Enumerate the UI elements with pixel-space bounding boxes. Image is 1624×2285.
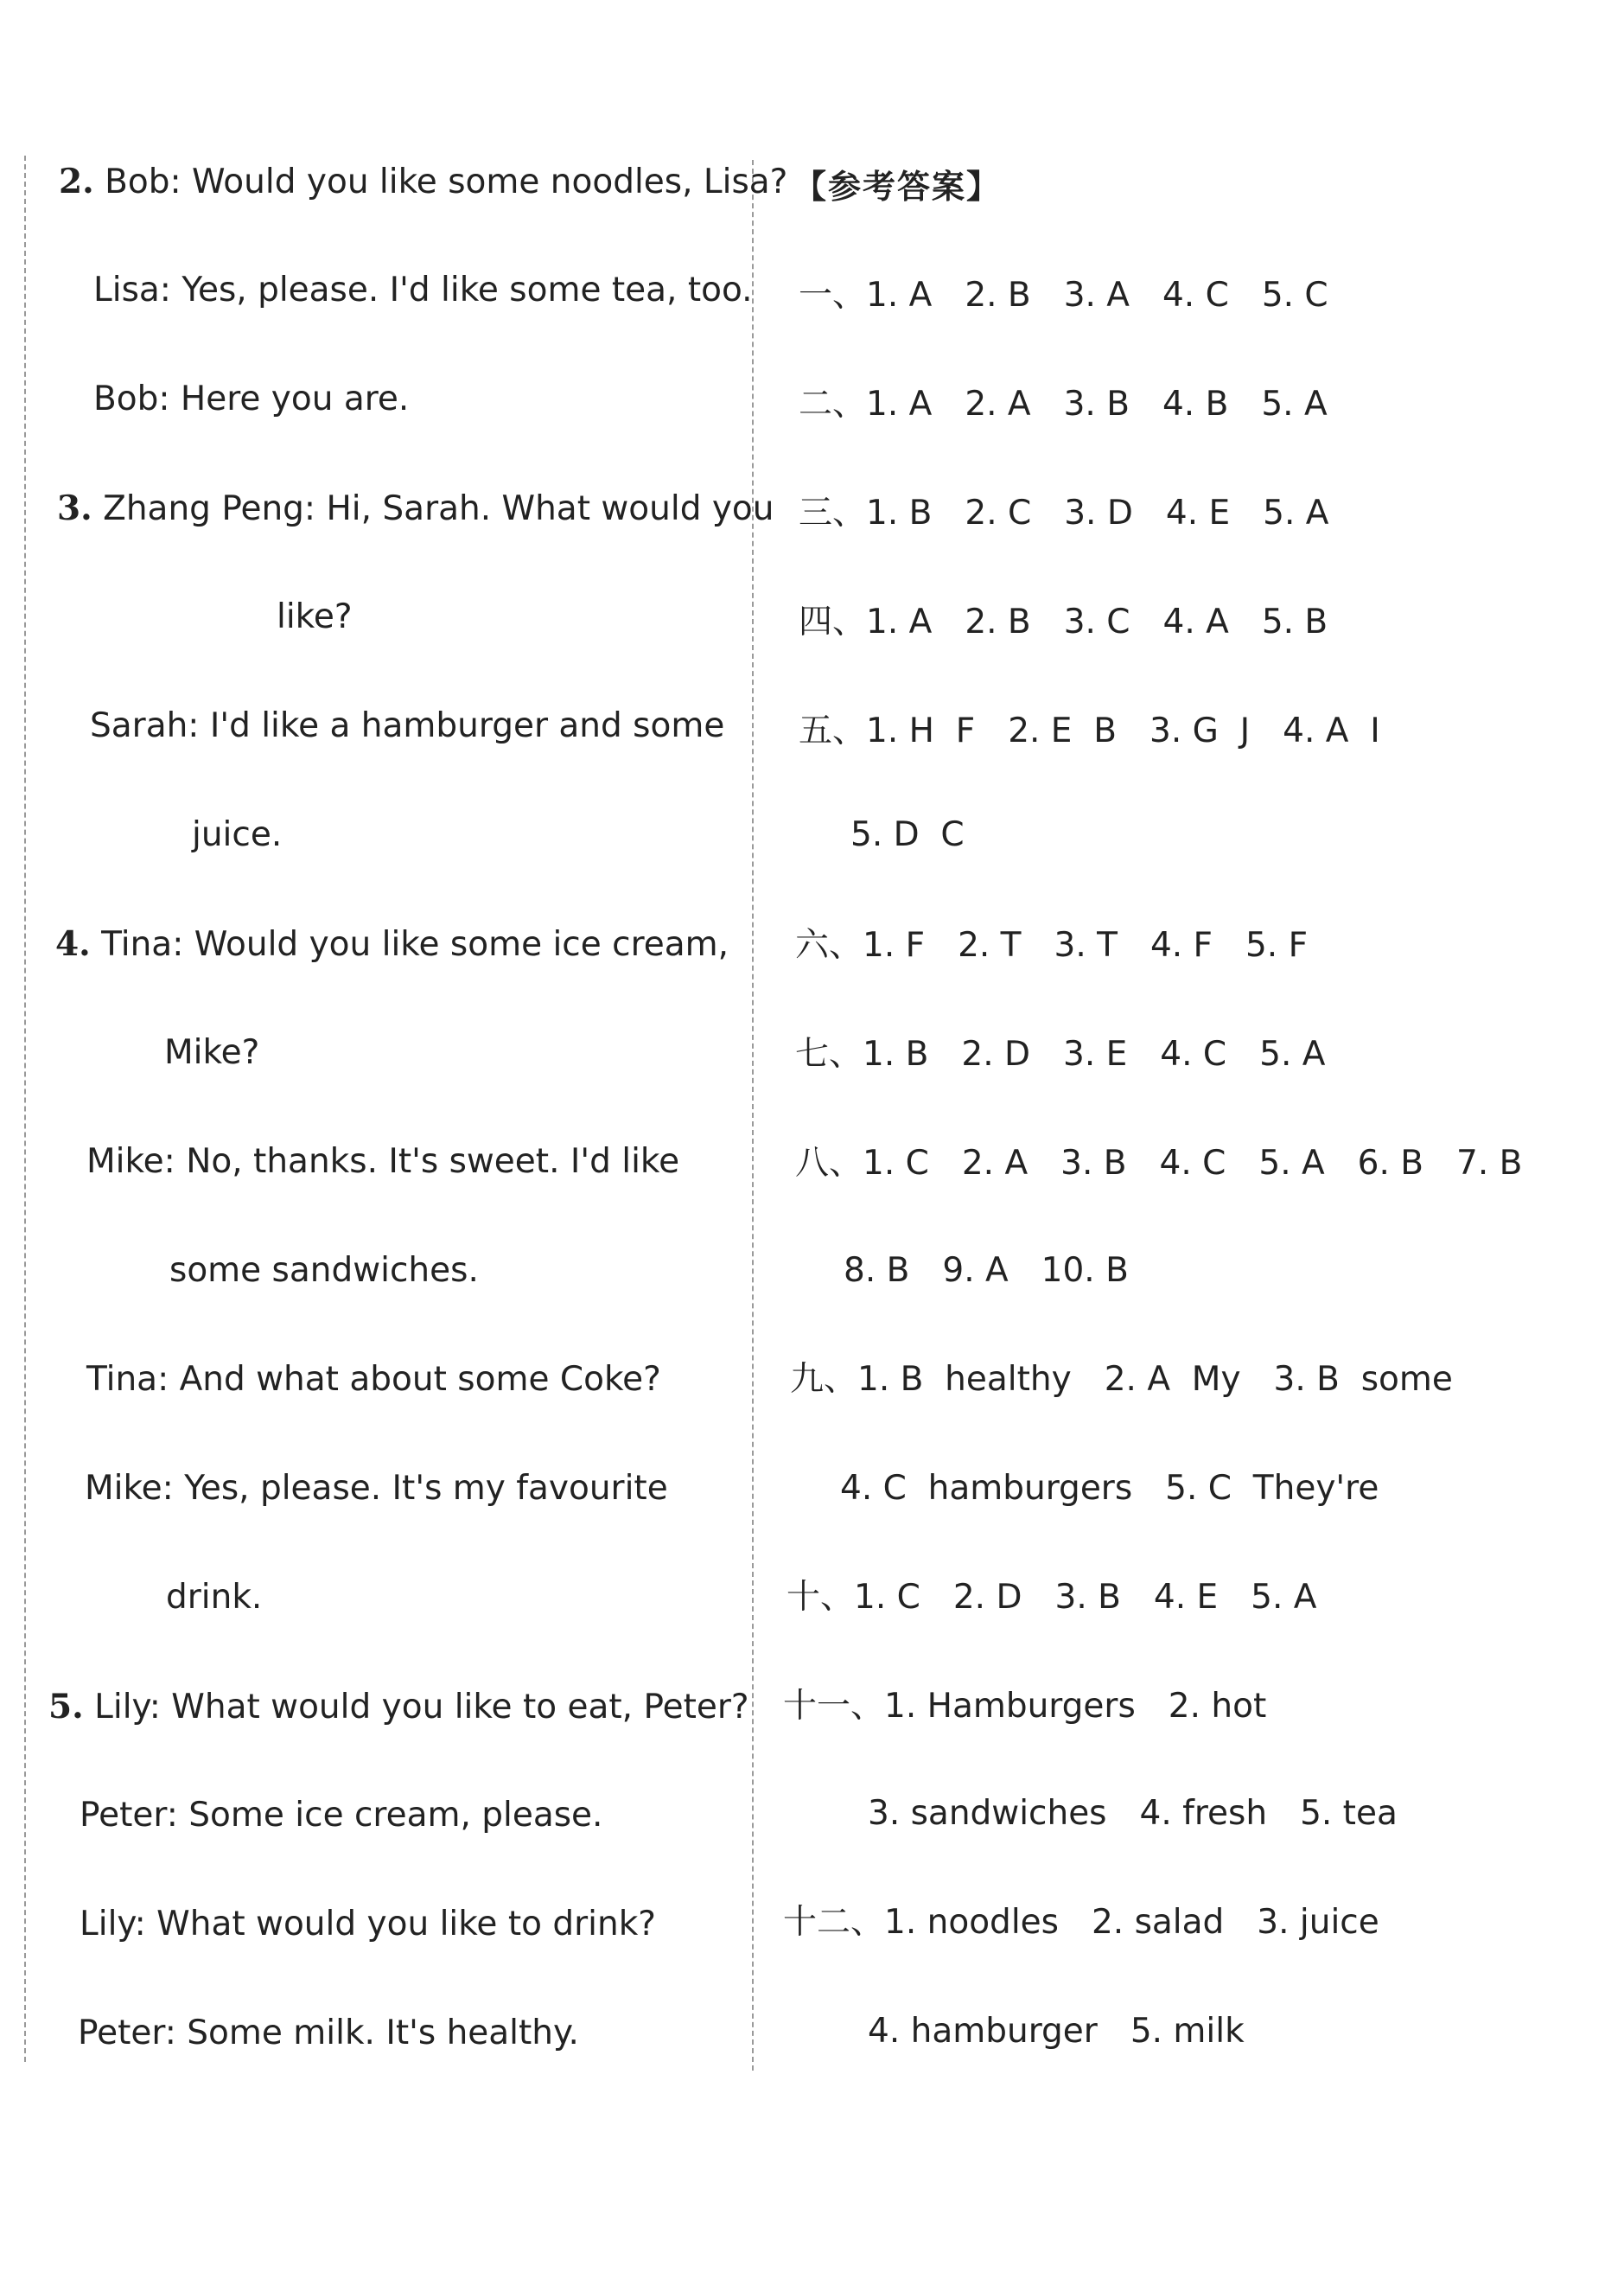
answer-item: 3. sandwiches [868,1794,1107,1833]
answer-section-label: 一、 [799,276,867,315]
answer-item: 1. B [863,1035,929,1074]
dialogue-5-line-1: 5. Lily: What would you like to eat, Peter? [48,1687,749,1727]
answer-row [799,384,1328,425]
answer-item: 2. hot [1168,1687,1267,1726]
answer-key-heading: 【参考答案】 [793,168,1002,206]
dialogue-2-line-2: Lisa: Yes, please. I'd like some tea, too. [93,271,753,310]
answer-item: 2. A [961,1144,1029,1183]
answer-item: 4. C [1160,1035,1227,1074]
dialogue-4-line-2-cont: some sandwiches. [169,1251,479,1290]
answer-item: 1. B healthy [857,1360,1072,1399]
answer-section-label: 六、 [795,926,863,965]
dialogue-3-line-1: 3. Zhang Peng: Hi, Sarah. What would you [57,488,774,528]
answer-row [799,275,1328,316]
answer-row [787,1577,1316,1618]
answer-item: 8. B [844,1251,910,1290]
answer-item: 2. A My [1104,1360,1241,1399]
answer-row-continuation [868,2011,1245,2052]
answer-row-continuation [850,814,965,856]
answer-row [790,1359,1453,1401]
answer-item: 1. Hamburgers [884,1687,1136,1726]
dialogue-3-line-2: Sarah: I'd like a hamburger and some [90,706,725,745]
answer-item: 4. C [1162,276,1229,315]
answer-item: 4. F [1150,926,1213,965]
answer-item: 9. A [942,1251,1009,1290]
dialogue-3-line-2-cont: juice. [192,815,283,854]
answer-section-label: 三、 [799,494,867,533]
answer-item: 3. E [1063,1035,1128,1074]
answer-section-label: 十一、 [783,1687,885,1726]
answer-item: 2. C [965,494,1032,533]
dialogue-4-line-4-cont: drink. [166,1578,263,1617]
answer-item: 2. D [961,1035,1031,1074]
answer-row-continuation [868,1793,1398,1835]
answer-item: 2. D [952,1578,1022,1617]
answer-row [795,1034,1325,1075]
answer-item: 3. T [1054,926,1118,965]
dialogue-4-line-1-cont: Mike? [164,1033,260,1072]
answer-item: 1. A [866,603,933,641]
answer-section-label: 七、 [795,1035,863,1074]
answer-item: 4. A I [1283,712,1380,750]
answer-row [799,711,1380,752]
answer-item: 2. E B [1008,712,1117,750]
answer-item: 5. A [1263,494,1329,533]
dialogue-5-line-4: Peter: Some milk. It's healthy. [78,2014,579,2052]
answer-item: 5. tea [1300,1794,1398,1833]
answer-item: 3. juice [1257,1903,1379,1942]
answer-item: 7. B [1456,1144,1523,1183]
answer-section-label: 十二、 [783,1903,885,1942]
answer-section-label: 五、 [799,712,867,750]
answer-item: 1. A [866,276,933,315]
answer-item: 4. hamburger [868,2012,1098,2051]
answer-item: 2. B [965,603,1031,641]
answer-row [799,493,1328,534]
dialogue-4-line-3: Tina: And what about some Coke? [86,1360,661,1399]
answer-row [795,925,1308,967]
answer-section-label: 八、 [795,1144,863,1183]
answer-row [799,602,1328,643]
answer-item: 5. A [1251,1578,1317,1617]
answer-item: 5. B [1261,603,1328,641]
answer-item: 1. A [866,385,933,424]
answer-item: 4. E [1165,494,1231,533]
dialogue-3-line-1-cont: like? [277,597,353,636]
answer-item: 4. C [1159,1144,1226,1183]
answer-item: 2. salad [1091,1903,1225,1942]
answer-item: 3. B [1060,1144,1127,1183]
answer-section-label: 二、 [799,385,867,424]
answer-item: 1. noodles [884,1903,1059,1942]
dialogue-4-line-1: 4. Tina: Would you like some ice cream, [55,924,729,964]
column-divider-dashed-line [752,160,754,2071]
answer-row [795,1143,1522,1184]
answer-item: 1. B [866,494,933,533]
answer-item: 5. F [1245,926,1309,965]
dialogue-5-line-3: Lily: What would you like to drink? [80,1905,656,1944]
answer-item: 4. B [1162,385,1229,424]
answer-item: 2. T [958,926,1022,965]
answer-item: 6. B [1357,1144,1424,1183]
answer-item: 3. B some [1273,1360,1453,1399]
answer-row-continuation [840,1468,1379,1510]
answer-item: 5. A [1259,1035,1326,1074]
dialogue-2-line-1: 2. Bob: Would you like some noodles, Lisa? [59,162,788,201]
answer-item: 1. C [863,1144,929,1183]
left-margin-dashed-line [24,156,26,2062]
answer-item: 1. F [863,926,926,965]
answer-row [783,1686,1266,1727]
answer-item: 4. A [1162,603,1229,641]
dialogue-4-line-2: Mike: No, thanks. It's sweet. I'd like [86,1142,680,1181]
answer-item: 5. A [1258,1144,1325,1183]
answer-item: 5. milk [1130,2012,1245,2051]
answer-item: 5. D C [850,815,965,854]
answer-row [783,1902,1379,1944]
answer-item: 1. C [854,1578,920,1617]
answer-item: 2. A [965,385,1031,424]
answer-item: 3. D [1064,494,1133,533]
answer-item: 5. C [1261,276,1328,315]
dialogue-5-line-2: Peter: Some ice cream, please. [80,1796,603,1835]
answer-item: 4. E [1153,1578,1219,1617]
answer-item: 5. A [1261,385,1328,424]
dialogue-4-line-4: Mike: Yes, please. It's my favourite [85,1469,668,1508]
answer-section-label: 九、 [790,1360,858,1399]
answer-item: 3. B [1063,385,1130,424]
answer-item: 3. G J [1150,712,1251,750]
answer-section-label: 十、 [787,1578,855,1617]
answer-item: 2. B [965,276,1031,315]
answer-item: 3. B [1054,1578,1121,1617]
answer-row-continuation [844,1250,1129,1292]
dialogue-2-line-3: Bob: Here you are. [93,380,410,418]
answer-item: 5. C They're [1165,1469,1379,1508]
answer-item: 10. B [1041,1251,1129,1290]
answer-section-label: 四、 [799,603,867,641]
answer-item: 1. H F [866,712,976,750]
answer-item: 3. C [1063,603,1130,641]
answer-item: 4. fresh [1139,1794,1268,1833]
answer-item: 3. A [1063,276,1130,315]
answer-item: 4. C hamburgers [840,1469,1133,1508]
